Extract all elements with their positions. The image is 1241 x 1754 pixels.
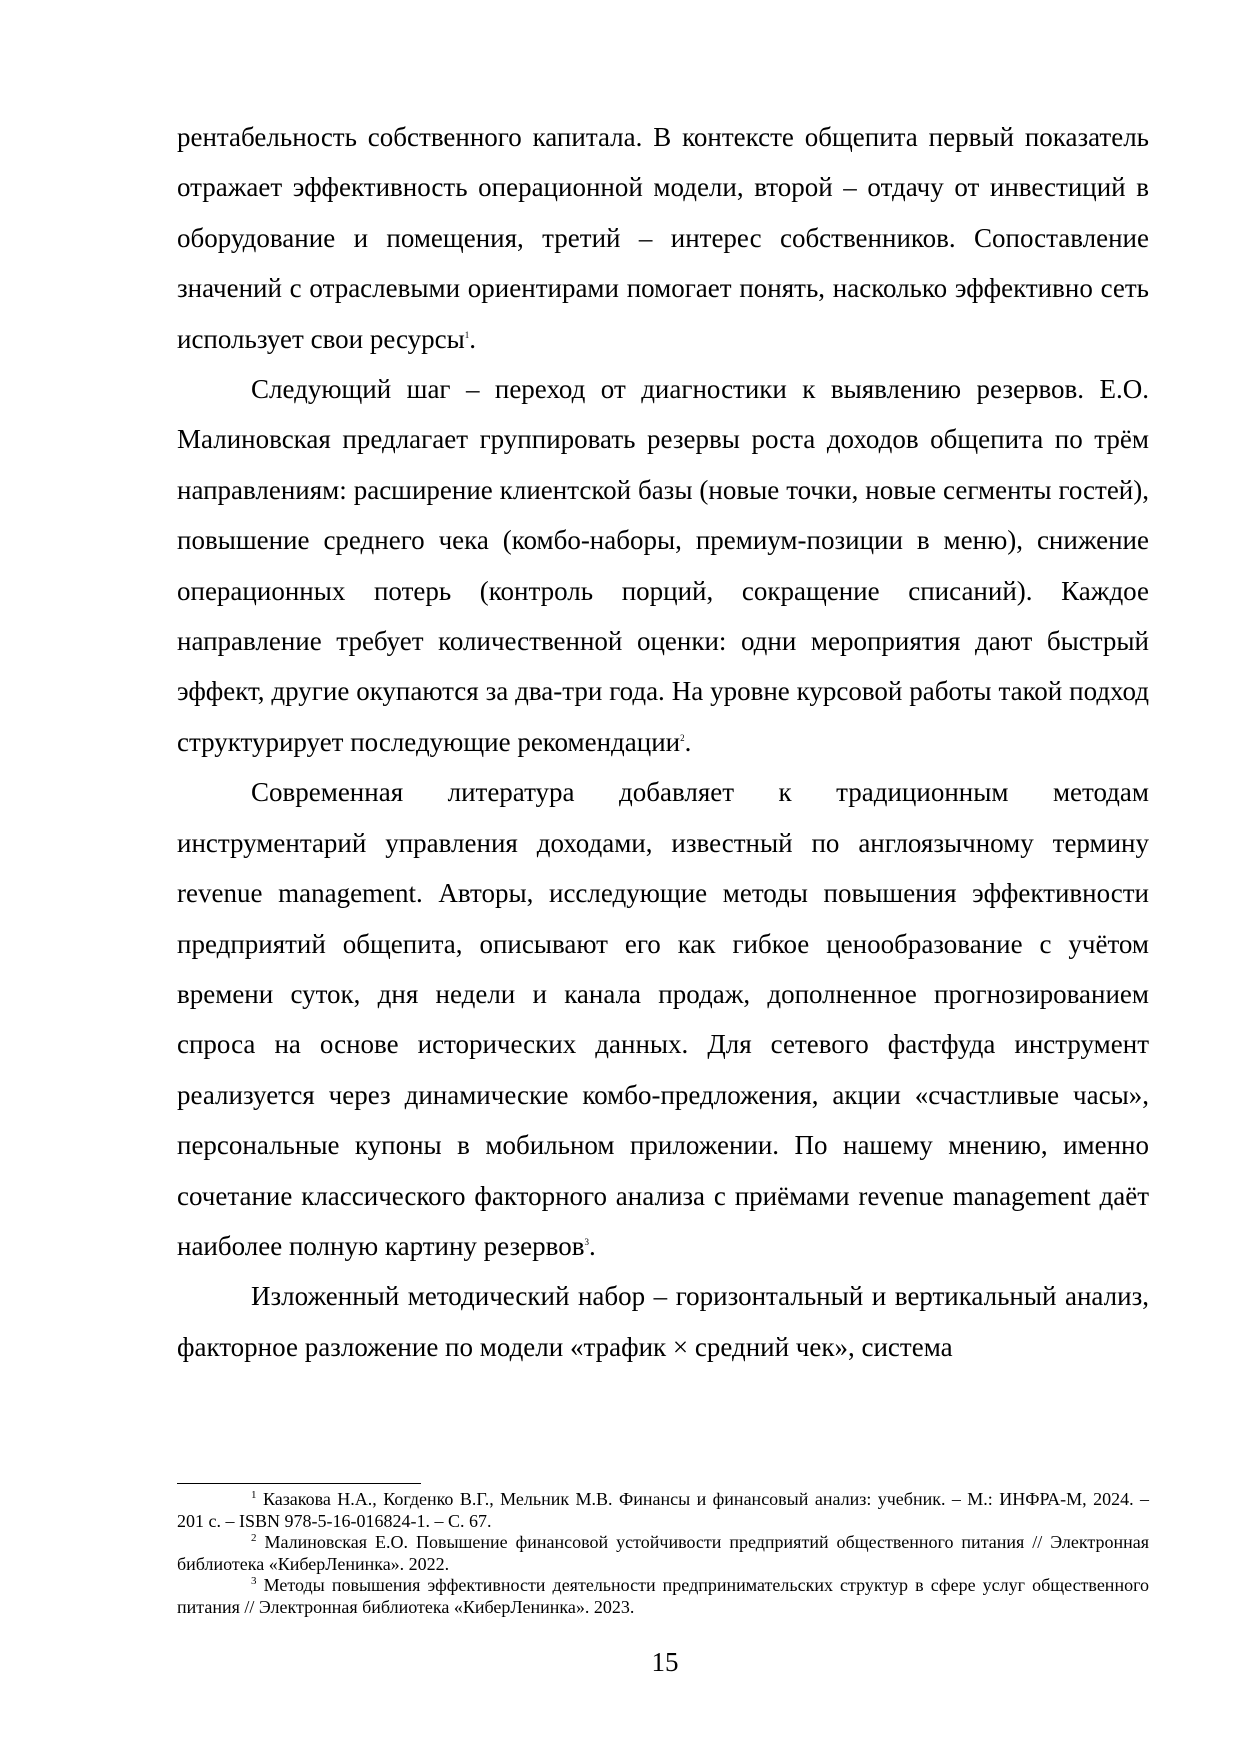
paragraph-text: Изложенный методический набор – горизонтальный и вертикальный анализ, факторное разложение по модели «трафик × средний чек», система — [177, 1281, 1149, 1362]
footnote-reference: 2 — [680, 732, 685, 743]
footnote-reference: 1 — [464, 329, 470, 340]
footnote-text: Методы повышения эффективности деятельности предпринимательских структур в сфере услуг общественного питания // Электронная библиотека «КиберЛенинка». 2023. — [177, 1575, 1150, 1617]
paragraph-3 — [177, 767, 1149, 1271]
footnote-1 — [177, 1489, 1149, 1532]
paragraph-end: . — [684, 726, 692, 757]
footnote-reference: 3 — [584, 1236, 589, 1247]
footnote-number: 1 — [251, 1489, 257, 1501]
paragraph-end: . — [588, 1230, 596, 1261]
body-text — [177, 112, 1149, 1372]
paragraph-end: . — [469, 323, 476, 354]
footnote-text: Казакова Н.А., Когденко В.Г., Мельник М.В. Финансы и финансовый анализ: учебник. – М.: ИНФРА-М, 2024. – 201 с. – ISBN 978-5-16-016824-1. – С. 67. — [177, 1489, 1150, 1531]
footnote-3 — [177, 1575, 1149, 1618]
paragraph-text: Современная литература добавляет к традиционным методам инструментарий управления доходами, известный по англоязычному термину revenue management. Авторы, исследующие методы повышения эффективности предприятий общепита, описывают его как гибкое ценообразование с учётом времени суток, дня недели и канала продаж, дополненное прогнозированием спроса на основе исторических данных. Для сетевого фастфуда инструмент реализуется через динамические комбо-предложения, акции «счастливые часы», персональные купоны в мобильном приложении. По нашему мнению, именно сочетание классического факторного анализа с приёмами revenue management даёт наиболее полную картину резервов — [177, 777, 1149, 1261]
paragraph-text: рентабельность собственного капитала. В контексте общепита первый показатель отражает эффективность операционной модели, второй – отдачу от инвестиций в оборудование и помещения, третий – интерес собственников. Сопоставление значений с отраслевыми ориентирами помогает понять, насколько эффективно сеть использует свои ресурсы — [177, 122, 1149, 354]
paragraph-1 — [177, 112, 1149, 364]
paragraph-4 — [177, 1271, 1149, 1372]
paragraph-text: Следующий шаг – переход от диагностики к выявлению резервов. Е.О. Малиновская предлагает группировать резервы роста доходов общепита по трём направлениям: расширение клиентской базы (новые точки, новые сегменты гостей), повышение среднего чека (комбо-наборы, премиум-позиции в меню), снижение операционных потерь (контроль порций, сокращение списаний). Каждое направление требует количественной оценки: одни мероприятия дают быстрый эффект, другие окупаются за два-три года. На уровне курсовой работы такой подход структурирует последующие рекомендации — [177, 374, 1149, 757]
page-number: 15 — [651, 1647, 679, 1677]
paragraph-2 — [177, 364, 1149, 767]
footnote-number: 2 — [251, 1532, 257, 1544]
footnote-number: 3 — [251, 1575, 257, 1587]
footnotes — [177, 1489, 1149, 1618]
footnote-text: Малиновская Е.О. Повышение финансовой устойчивости предприятий общественного питания // Электронная библиотека «КиберЛенинка». 2022. — [177, 1532, 1150, 1574]
footnote-2 — [177, 1532, 1149, 1575]
footnote-separator — [177, 1483, 421, 1484]
